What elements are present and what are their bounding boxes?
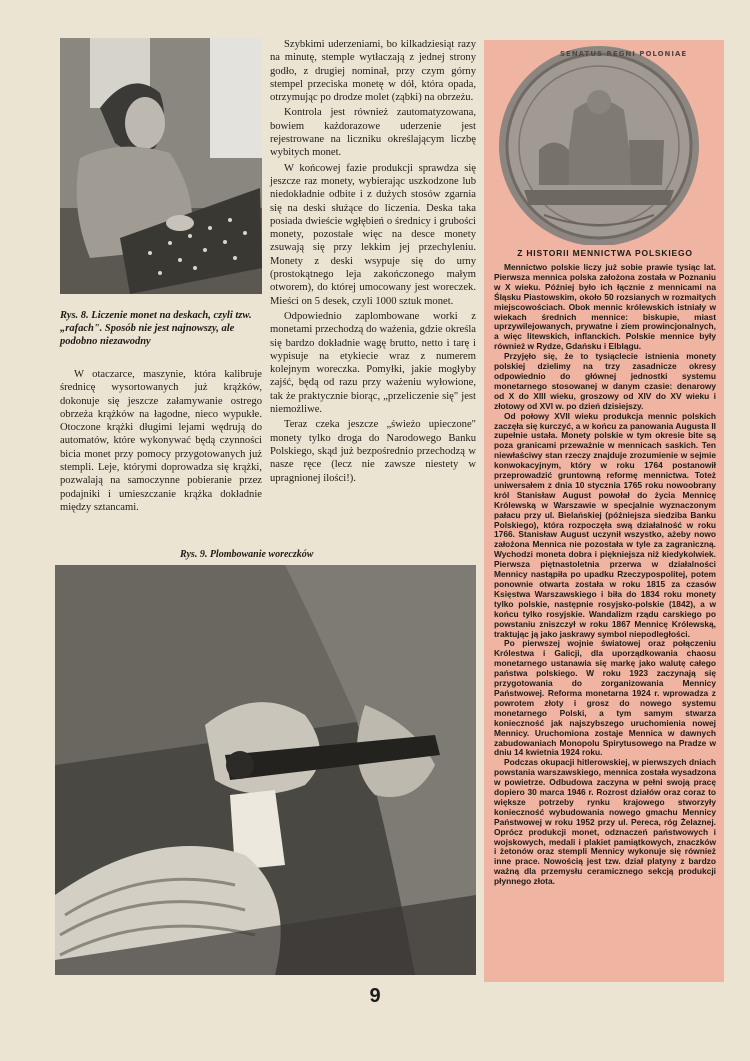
left-column-text (60, 368, 262, 514)
paragraph: Od połowy XVII wieku produkcja mennic polskich zaczęła się kurczyć, a w końcu za panowania Augusta II zupełnie ustała. Monety polskie w tym okresie bite są poza granicami przeważnie w mennicach saskich. Ten niewłaściwy stan rzeczy znajduje zrozumienie w sejmie konwokacyjnym, który w roku 1764 postanowił przeprowadzić gruntowną reformę mennictwa. Toteż uniwersałem z dnia 10 stycznia 1765 roku nowoobrany król Stanisław August powołał do życia Mennicę Królewską w Warszawie w specjalnie wyznaczonym pałacu przy ul. Bielańskiej (późniejsza siedziba Banku Polskiego), która rozpoczęła swą działalność w roku 1766. Stanisław August uczynił wszystko, ażeby nowo założona Mennica nie pozostała w tyle za zagraniczną. Wychodzi moneta dobra i piękniejsza niż kiedykolwiek. Pierwsza piętnastoletnia przerwa w działalności Mennicy nastąpiła po upadku Rzeczypospolitej, potem ponownie otwarta została w roku 1815 za czasów Księstwa Warszawskiego i biła do 1834 roku monety tylko polskie, następnie rosyjsko-polskie (1842), a w końcu tylko rosyjskie. Wandalizm rządu carskiego po powstaniu zniszczył w roku 1867 Mennicę Królewską, traktując ją jako jaskrawy symbol niepodległości. (494, 410, 716, 639)
paragraph: W otaczarce, maszynie, która kalibruje średnicę wysortowanych już krążków, dokonuje się jeszcze załamywanie ostrego obrzeża krążków na łagodne, nieco wypukłe. Otoczone krążki długimi lejami wędrują do automatów, które wykonywać będą czynności bicia monet przy pomocy przygotowanych już stempli. Leje, którymi doprowadza się krążki, pozwalają na samoczynne pobieranie przez podajniki i umieszczanie krążka dokładnie między sztancami. (60, 369, 262, 513)
paragraph: Teraz czeka jeszcze „świeżo upieczone" monety tylko droga do Narodowego Banku Polskiego, skąd już bezpośrednio przechodzą w nasze ręce (lecz nie zawsze niestety w upragnionej ilości!). (270, 419, 476, 484)
sidebar-title: Z HISTORII MENNICTWA POLSKIEGO (517, 248, 693, 258)
bag-sealing-illustration (55, 565, 476, 975)
paragraph: Kontrola jest również zautomatyzowana, bowiem każdorazowe uderzenie jest rejestrowane na liczniku określającym liczbę wybitych monet. (270, 107, 476, 159)
paragraph: Odpowiednio zaplombowane worki z monetami przechodzą do ważenia, gdzie określa się bardzo dokładnie wagę brutto, netto i tarę i wypisuje na etykiecie wraz z numerem kolejnym woreczka. Pomyłki, jakie mogłyby zajść, będą od razu przy ważeniu wyłowione, tak że praktycznie biorąc, „przeliczenie się" jest niemożliwe. (270, 310, 476, 416)
middle-column-text (270, 38, 476, 485)
figure-8-caption: Rys. 8. Liczenie monet na deskach, czyli tzw. „rafach". Sposób nie jest najnowszy, ale podobno niezawodny (60, 310, 252, 347)
paragraph: Mennictwo polskie liczy już sobie prawie tysiąc lat. Pierwsza mennica polska założona została w Poznaniu w X wieku. Później było ich łącznie z mennicami na Śląsku Piastowskim, około 50 rozsianych w rozmaitych miejscowościach. Obok mennic królewskich istniały w wiekach średnich mennice: biskupie, miast uprzywilejowanych, prywatne i ziem prowincjonalnych, a więc litewskich, inflanckich. Polskie mennice były również w Rydze, Gdańsku i Elblągu. (494, 262, 716, 352)
paragraph: Przyjęło się, że to tysiąclecie istnienia monety polskiej dzielimy na trzy zasadnicze okresy odpowiednio do głównej jednostki systemu monetarnego stosowanej w danym czasie: denarowy od X do XIII wieku, groszowy od XIV do XV wieku i złotowy od XVI w. po dzień dzisiejszy. (494, 351, 716, 411)
paragraph: Po pierwszej wojnie światowej oraz połączeniu Królestwa i Galicji, dla uporządkowania chaosu monetarnego ustanawia się markę jako walutę całego państwa polskiego. W roku 1923 zaczynają się przygotowania do zorganizowania Mennicy Państwowej. Reforma monetarna 1924 r. wprowadza z powrotem złoty i grosz do nowego systemu monetarnego Polski, a tym samym stwarza konieczność jak najszybszego uruchomienia nowej Mennicy. Uruchomiona zostaje Mennica w dawnych zabudowaniach Monopolu Spirytusowego na Pradze w dniu 14 kwietnia 1924 roku. (494, 638, 716, 758)
medal-image (484, 40, 724, 245)
bag-sealing-photo (55, 565, 476, 975)
figure-9-caption: Rys. 9. Plombowanie woreczków (180, 549, 314, 560)
sidebar-text (494, 263, 716, 887)
coin-counting-photo (60, 38, 262, 294)
paragraph: Podczas okupacji hitlerowskiej, w pierwszych dniach powstania warszawskiego, mennica została wysadzona w powietrze. Odbudowa zaczyna w pełni swoją pracę dopiero 30 marca 1946 r. Rozrost działów oraz coraz to większe potrzeby rynku krajowego stworzyły konieczność wybudowania nowego gmachu Mennicy Państwowej w roku 1952 przy ul. Pereca, róg Żelaznej. Oprócz produkcji monet, odznaczeń państwowych i wojskowych, medali i plakiet pamiątkowych, znaczków i żetonów oraz stempli Mennicy wykonuje się również inne prace. Nowością jest tzw. dział platyny z bardzo ważną dla przemysłu ceramicznego sekcją produkcji płynnego złota. (494, 757, 716, 887)
page-number: 9 (369, 985, 381, 1007)
medal-legend: SENATUS REGNI POLONIAE (560, 50, 688, 58)
coin-counting-illustration (60, 38, 262, 294)
paragraph: Szybkimi uderzeniami, bo kilkadziesiąt razy na minutę, stemple wytłaczają z jednej strony godło, z drugiej nominał, przy czym górny stempel przeciska monetę w dół, która opada, otrzymując po drodze molet (ząbki) na obrzeżu. (270, 39, 476, 104)
paragraph: W końcowej fazie produkcji sprawdza się jeszcze raz monety, wybierając uszkodzone lub niedokładnie odbite i z dużych stosów zgarnia się na deski służące do liczenia. Deska taka posiada dwieście wgłębień o średnicy i grubości monety, pozostałe więc na desce monety zsuwają się przy lekkim jej przechyleniu. Monety z deski wsypuje się do urny (prostokątnego leja zakończonego małym otworem), do której umocowany jest woreczek. Mieści on 5 desek, czyli 1000 sztuk monet. (270, 162, 476, 307)
